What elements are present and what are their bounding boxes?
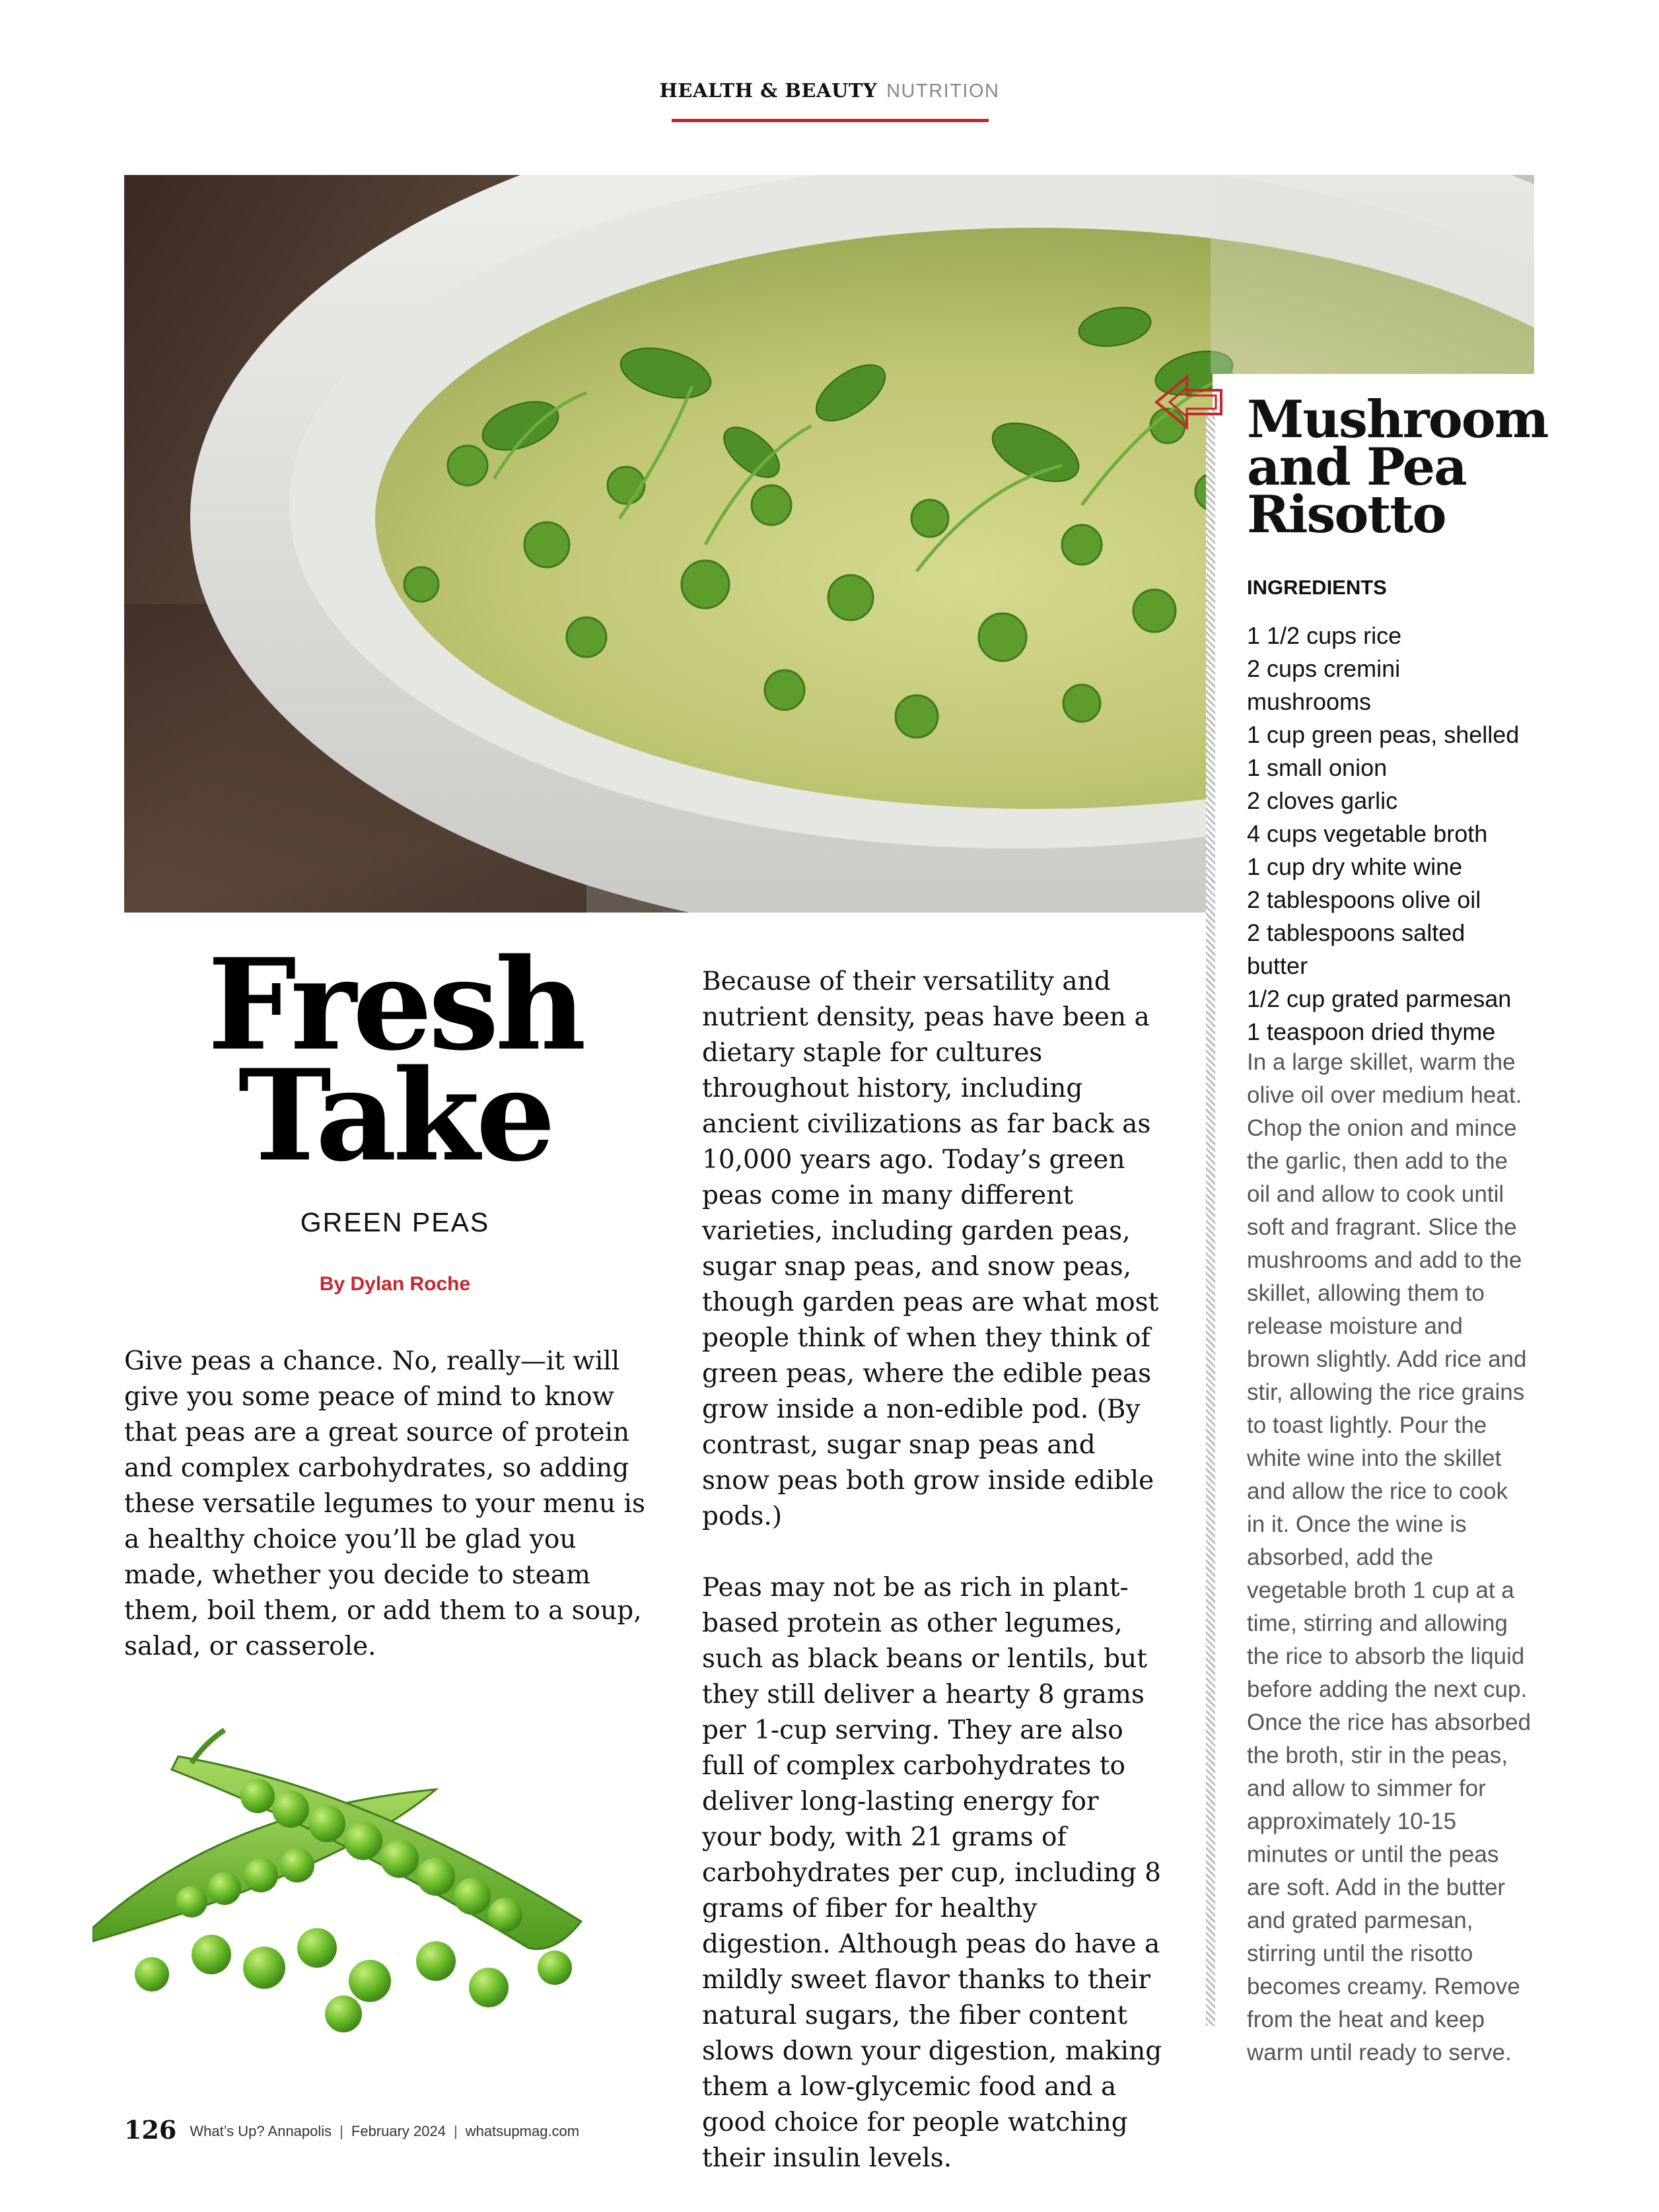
article-subhead: GREEN PEAS <box>300 1207 490 1237</box>
ingredient-item: 1 cup dry white wine <box>1247 853 1463 880</box>
ingredient-item: 2 tablespoons salted butter <box>1247 919 1465 979</box>
pea-pods-photo <box>92 1677 660 2047</box>
section-label: HEALTH & BEAUTY <box>659 79 878 102</box>
article-headline <box>124 931 666 1189</box>
recipe-title <box>1247 390 1548 545</box>
recipe-title-line: Mushroom <box>1247 390 1548 450</box>
recipe-title-line: Risotto <box>1247 485 1446 545</box>
recipe-instructions: In a large skillet, warm the olive oil over medium heat. Chop the onion and mince the garlic, then add to the oil and allow to cook until soft and fragrant. Slice the mushrooms and add to the skillet, allowing them to release moisture and brown slightly. Add rice and stir, allowing the rice grains to toast lightly. Pour the white wine into the skillet and allow the rice to cook in it. Once the wine is absorbed, add the vegetable broth 1 cup at a time, stirring and allowing the rice to absorb the liquid before adding the next cup. Once the rice has absorbed the broth, stir in the peas, and allow to simmer for approximately 10-15 minutes or until the peas are soft. Add in the butter and grated parmesan, stirring until the risotto becomes creamy. Remove from the heat and keep warm until ready to serve. <box>1247 1049 1531 2065</box>
ingredient-item: 4 cups vegetable broth <box>1247 820 1488 847</box>
ingredient-item: 1/2 cup grated parmesan <box>1247 985 1512 1012</box>
ingredient-item: 1 teaspoon dried thyme <box>1247 1018 1496 1045</box>
page-footer <box>124 2115 579 2145</box>
intro-paragraph: Give peas a chance. No, really—it will give you some peace of mind to know that peas are a great source of protein and complex carbohydrates, so adding these versatile legumes to your menu is a healthy choice you’ll be glad you made, whether you decide to steam them, boil them, or add them to a soup, salad, or casserole. <box>124 1346 645 1661</box>
ingredients-heading: INGREDIENTS <box>1247 576 1387 599</box>
footer-separator: | <box>453 2123 458 2139</box>
footer-separator: | <box>339 2123 343 2139</box>
ingredients-list <box>1247 619 1531 1049</box>
ingredient-item: 2 tablespoons olive oil <box>1247 886 1481 913</box>
section-header <box>0 79 1659 102</box>
ingredient-item: 2 cups cremini mushrooms <box>1247 655 1401 715</box>
subsection-label: NUTRITION <box>886 81 1000 102</box>
body-paragraph: Because of their versatility and nutrient density, peas have been a dietary staple for cultures throughout history, including ancient civilizations as far back as 10,000 years ago. Today’s green peas come in many different varieties, including garden peas, sugar snap peas, and snow peas, though garden peas are what most people think of when they think of green peas, where the edible peas grow inside a non-edible pod. (By contrast, sugar snap peas and snow peas both grow inside edible pods.) <box>702 967 1159 1531</box>
page-number: 126 <box>124 2115 177 2145</box>
ingredient-item: 1 1/2 cups rice <box>1247 622 1402 649</box>
website-link[interactable]: whatsupmag.com <box>465 2123 580 2139</box>
ingredient-item: 2 cloves garlic <box>1247 787 1398 814</box>
headline-line: Take <box>238 1042 552 1189</box>
article-byline: By Dylan Roche <box>319 1273 471 1295</box>
publication-name: What’s Up? Annapolis <box>190 2123 332 2139</box>
arrow-left-icon <box>1152 373 1225 431</box>
ingredient-item: 1 cup green peas, shelled <box>1247 721 1520 748</box>
issue-date: February 2024 <box>351 2123 446 2139</box>
body-paragraph: Peas may not be as rich in plant-based protein as other legumes, such as black beans or lentils, but they still deliver a hearty 8 grams per 1-cup serving. They are also full of complex carbohydrates to deliver long-lasting energy for your body, with 21 grams of carbohydrates per cup, including 8 grams of fiber for healthy digestion. Although peas do have a mildly sweet flavor thanks to their natural sugars, the fiber content slows down your digestion, making them a low-glycemic food and a good choice for people watching their insulin levels. <box>702 1573 1162 2173</box>
section-header-rule <box>672 119 989 122</box>
ingredient-item: 1 small onion <box>1247 754 1388 781</box>
headline-line: Fresh <box>207 931 582 1078</box>
sidebar-hatched-rule <box>1206 408 1215 2026</box>
recipe-title-line: and Pea <box>1247 437 1466 497</box>
article-body-column <box>702 964 1164 2212</box>
